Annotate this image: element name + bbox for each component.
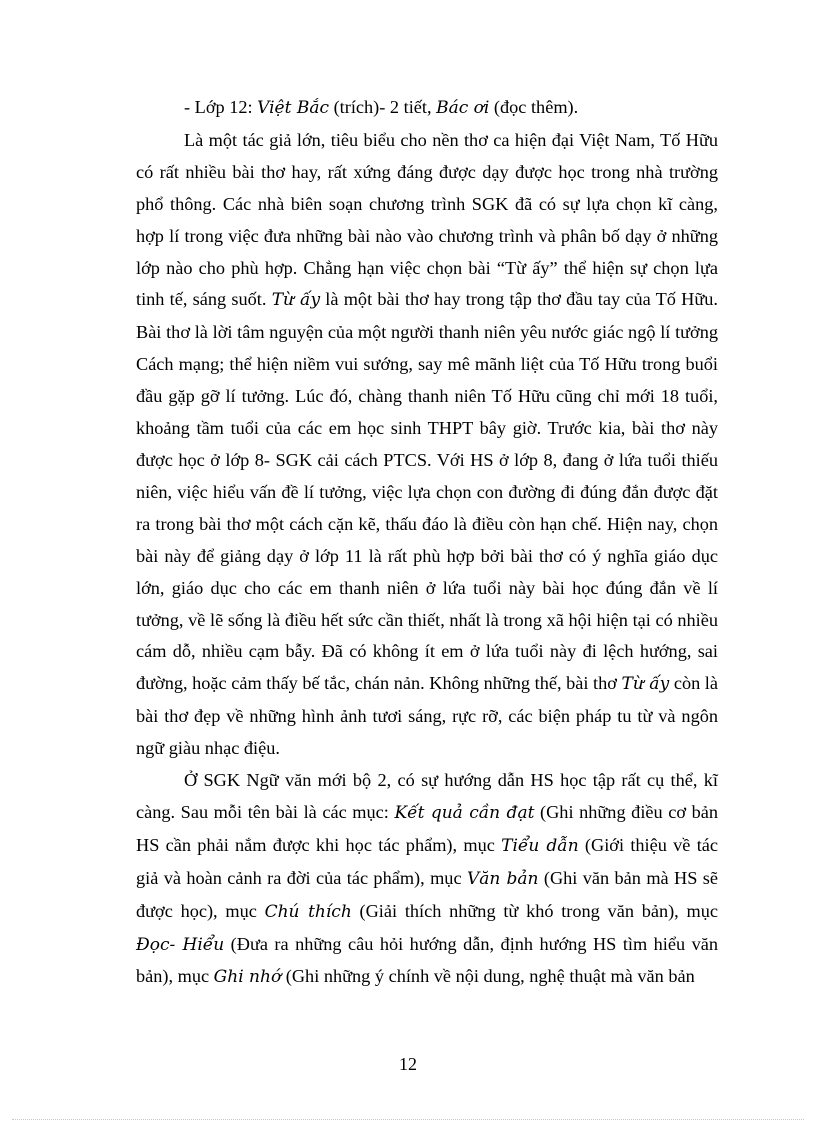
curriculum-line-grade-12: [136, 92, 718, 125]
term-tieu-dan: Tiểu dẫn: [501, 835, 579, 856]
line-prefix: - Lớp 12:: [184, 97, 258, 117]
paragraph-text: Là một tác giả lớn, tiêu biểu cho nền thơ ca hiện đại Việt Nam, Tố Hữu có rất nhiều bài thơ hay, rất xứng đáng được dạy được học trong nhà trường phổ thông. Các nhà biên soạn chương trình SGK đã có sự lựa chọn kĩ càng, hợp lí trong việc đưa những bài nào vào chương trình và phân bố dạy ở những lớp nào cho phù hợp. Chẳng hạn việc chọn bài “Từ ấy” thể hiện sự chọn lựa tinh tế, sáng suốt.: [136, 129, 718, 310]
work-title-viet-bac: Việt Bắc: [257, 98, 330, 118]
work-title-tu-ay: Từ ấy: [621, 674, 670, 695]
term-chu-thich: Chú thích: [264, 901, 352, 922]
paragraph-text: (Ghi những điều cơ bản HS cần phải nắm được khi học tác phẩm), mục: [136, 801, 719, 855]
paragraph-to-huu: [136, 125, 718, 765]
work-title-tu-ay: Từ ấy: [271, 290, 321, 311]
paragraph-text: (Đưa ra những câu hỏi hướng dẫn, định hướng HS tìm hiểu văn bản), mục: [136, 933, 718, 987]
line-suffix: (đọc thêm).: [489, 97, 579, 117]
work-title-bac-oi: Bác ơi: [436, 98, 490, 118]
term-doc-hieu: Đọc- Hiểu: [136, 934, 225, 955]
term-van-ban: Văn bản: [466, 868, 539, 889]
term-ghi-nho: Ghi nhớ: [213, 967, 282, 988]
document-body: [136, 92, 718, 994]
paragraph-text: là một bài thơ hay trong tập thơ đầu tay của Tố Hữu. Bài thơ là lời tâm nguyện của một người thanh niên yêu nước giác ngộ lí tưởng Cách mạng; thể hiện niềm vui sướng, say mê mãnh liệt của Tố Hữu trong buổi đầu gặp gỡ lí tưởng. Lúc đó, chàng thanh niên Tố Hữu cũng chỉ mới 18 tuổi, khoảng tầm tuổi của các em học sinh THPT bây giờ. Trước kia, bài thơ này được học ở lớp 8- SGK cải cách PTCS. Với HS ở lớp 8, đang ở lứa tuổi thiếu niên, việc hiểu vấn đề lí tưởng, việc lựa chọn con đường đi đúng đắn được đặt ra trong bài thơ một cách cặn kẽ, thấu đáo là điều còn hạn chế. Hiện nay, chọn bài này để giảng dạy ở lớp 11 là rất phù hợp bởi bài thơ có ý nghĩa giáo dục lớn, giáo dục cho các em thanh niên ở lứa tuổi này bài học đúng đắn về lí tưởng, về lẽ sống là điều hết sức cần thiết, nhất là trong xã hội hiện tại có nhiều cám dỗ, nhiều cạm bẫy. Đã có không ít em ở lứa tuổi này đi lệch hướng, sai đường, hoặc cảm thấy bế tắc, chán nản. Không những thế, bài thơ: [136, 289, 718, 694]
line-mid: (trích)- 2 tiết,: [329, 97, 437, 117]
paragraph-text: (Ghi những ý chính về nội dung, nghệ thuật mà văn bản: [281, 966, 695, 987]
paragraph-text: (Giải thích những từ khó trong văn bản), mục: [351, 900, 718, 921]
paragraph-text: (Ghi văn bản mà HS sẽ được học), mục: [136, 867, 719, 921]
page-bottom-divider: [12, 1119, 804, 1120]
paragraph-text: (Giới thiệu về tác giả và hoàn cảnh ra đời của tác phẩm), mục: [136, 834, 718, 888]
paragraph-sgk-structure: [136, 765, 718, 994]
page-number: 12: [399, 1054, 417, 1074]
paragraph-text: còn là bài thơ đẹp về những hình ảnh tươi sáng, rực rỡ, các biện pháp tu từ và ngôn ngữ giàu nhạc điệu.: [136, 673, 718, 759]
paragraph-text: Ở SGK Ngữ văn mới bộ 2, có sự hướng dẫn HS học tập rất cụ thể, kĩ càng. Sau mỗi tên bài là các mục:: [136, 770, 718, 822]
term-ket-qua-can-dat: Kết quả cần đạt: [394, 802, 535, 823]
